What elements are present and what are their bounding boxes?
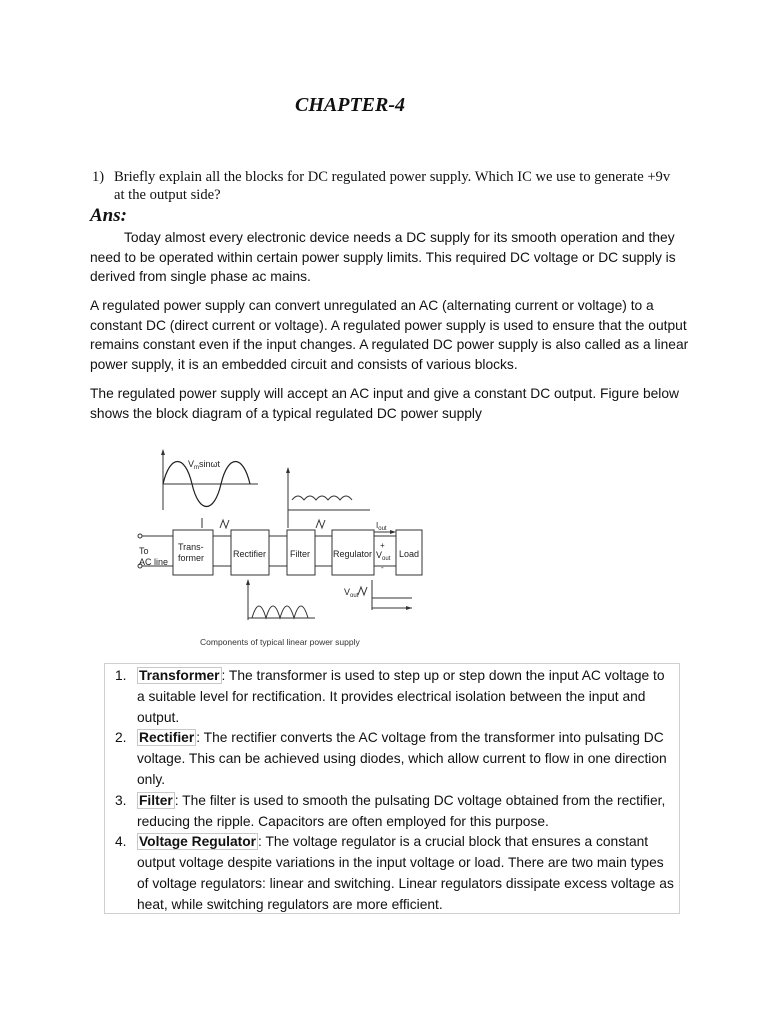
vout-label-graph: $V_{out}$	[344, 587, 359, 599]
block-regulator-label: Regulator	[333, 549, 373, 559]
block-transformer-label-2: former	[178, 553, 205, 563]
figure-caption: Components of typical linear power supply	[200, 637, 360, 647]
paragraph-regulated-supply: A regulated power supply can convert unregulated an AC (alternating current or voltage) to a constant DC (direct current or voltage). A regulated power supply is used to ensure that the output remains constant even if the input changes. A regulated DC power supply is also called as a linear power supply, it is an embedded circuit and consists of various blocks.	[90, 298, 689, 372]
regulator-output-mark	[358, 587, 367, 595]
filter-input-mark	[316, 520, 325, 528]
list-item-text: : The transformer is used to step up or step down the input AC voltage to a suitable level for rectification. It provides electrical isolation between the input and output.	[137, 668, 665, 725]
answer-label: Ans:	[90, 205, 127, 226]
list-item-number: 3.	[115, 792, 127, 808]
input-label-to: To	[139, 546, 149, 556]
list-item	[115, 832, 675, 915]
ac-terminal-top	[138, 534, 142, 538]
list-item-term: Transformer	[139, 668, 220, 683]
list-item	[115, 666, 675, 728]
list-item-number: 1.	[115, 668, 127, 683]
list-item-term: Filter	[139, 792, 173, 808]
filtered-ripple-wave	[292, 496, 352, 500]
block-transformer-label-1: Trans-	[178, 542, 204, 552]
question-text: Briefly explain all the blocks for DC regulated power supply. Which IC we use to generate +9v at the output side?	[114, 169, 671, 203]
block-diagram-figure	[130, 440, 430, 655]
block-filter-label: Filter	[290, 549, 310, 559]
sine-y-arrow	[161, 449, 165, 455]
list-item	[115, 791, 675, 833]
rectified-wave	[252, 606, 308, 618]
list-item-term: Rectifier	[139, 730, 195, 746]
plus-sign: +	[380, 541, 385, 550]
iout-label: $I_{out}$	[376, 521, 387, 532]
rectifier-input-mark	[220, 520, 229, 528]
paragraph-figure-intro: The regulated power supply will accept an AC input and give a constant DC output. Figure below shows the block diagram of a typical regulated DC power supply	[90, 386, 680, 421]
chapter-title: CHAPTER-4	[294, 94, 405, 116]
paragraph-intro	[90, 228, 690, 287]
input-label-ac-line: AC line	[139, 557, 169, 567]
blocks-list-box	[104, 663, 680, 914]
blocks-list	[115, 666, 675, 916]
vout-label-block: $V_{out}$	[376, 550, 391, 562]
paragraph-intro-text: Today almost every electronic device needs a DC supply for its smooth operation and they need to be operated within certain power supply limits. This required DC voltage or DC supply is derived from single phase ac mains.	[90, 230, 676, 285]
list-item-text: : The voltage regulator is a crucial block that ensures a constant output voltage despite variations in the input voltage or load. There are two main types of voltage regulators: linear and switching. Linear regulators dissipate excess voltage as heat, while switching regulators are more efficient.	[137, 834, 674, 912]
block-load-label: Load	[399, 549, 420, 559]
list-item-text: : The filter is used to smooth the pulsating DC voltage obtained from the rectifier, reducing the ripple. Capacitors are often employed for this purpose.	[137, 792, 666, 829]
list-item	[115, 728, 675, 790]
minus-sign: -	[381, 563, 384, 572]
question-1	[92, 168, 672, 204]
list-item-text: : The rectifier converts the AC voltage from the transformer into pulsating DC voltage. This can be achieved using diodes, which allow current to flow in one direction only.	[137, 730, 667, 787]
list-item-term: Voltage Regulator	[139, 834, 257, 850]
vm-label: $V_m\sin\omega t$	[188, 459, 221, 471]
question-number: 1)	[92, 169, 105, 185]
list-item-number: 4.	[115, 834, 127, 850]
list-item-number: 2.	[115, 730, 127, 746]
block-rectifier-label: Rectifier	[233, 549, 267, 559]
